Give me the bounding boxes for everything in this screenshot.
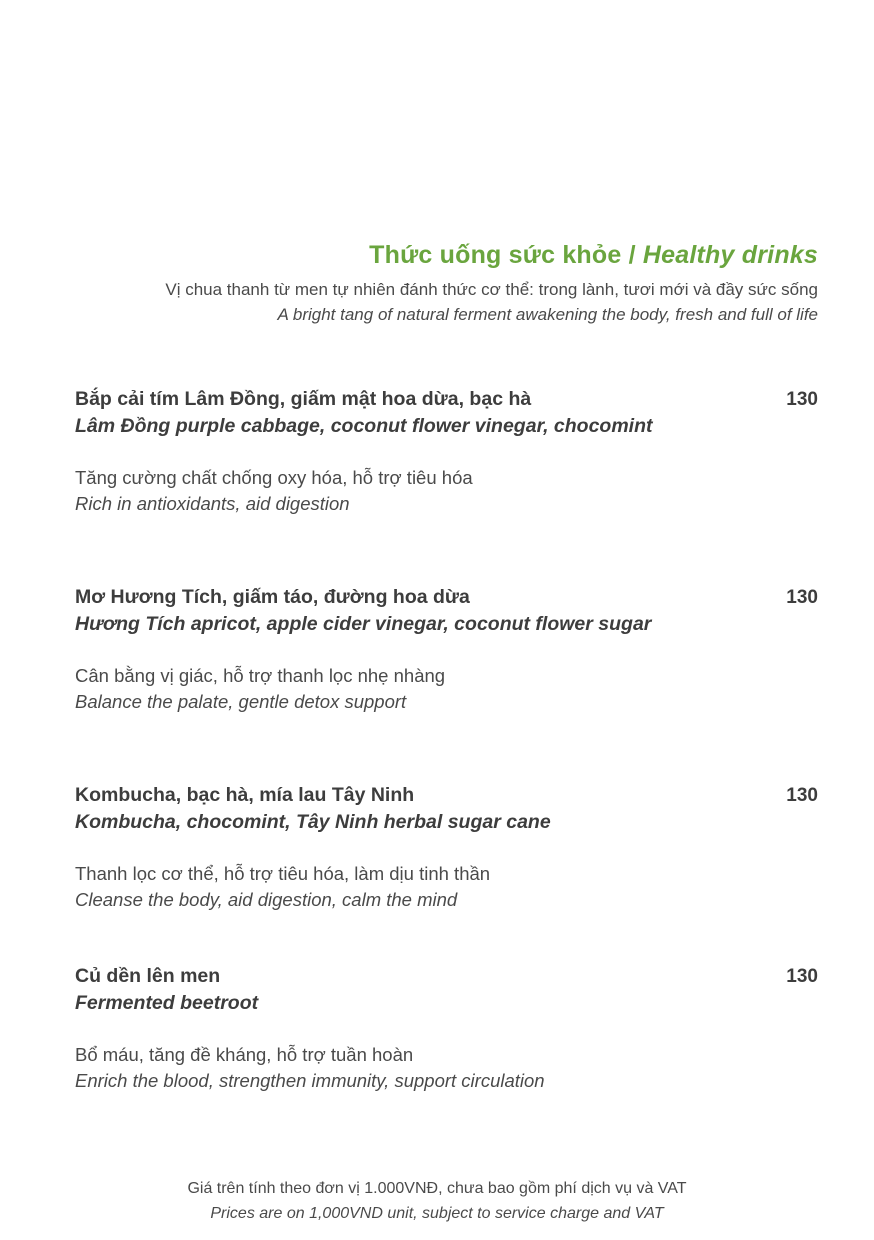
item-desc-en: Balance the palate, gentle detox support [75, 691, 407, 712]
item-price: 130 [786, 785, 818, 806]
item-desc-en: Enrich the blood, strengthen immunity, support circulation [75, 1070, 545, 1091]
section-title-en: Healthy drinks [642, 241, 818, 269]
menu-item [75, 386, 818, 517]
item-desc-vi: Bổ máu, tăng đề kháng, hỗ trợ tuần hoàn [75, 1044, 414, 1065]
item-price: 130 [786, 966, 818, 987]
item-name-row [75, 584, 818, 611]
item-price: 130 [786, 389, 818, 410]
footer-note-en: Prices are on 1,000VND unit, subject to service charge and VAT [210, 1205, 664, 1222]
item-name-en: Hương Tích apricot, apple cider vinegar, coconut flower sugar [75, 613, 652, 635]
item-desc-en: Rich in antioxidants, aid digestion [75, 493, 350, 514]
menu-item [75, 584, 818, 715]
item-name-row [75, 782, 818, 809]
item-name-row [75, 386, 818, 413]
section-subtitle-en: A bright tang of natural ferment awakening the body, fresh and full of life [277, 305, 818, 324]
item-price: 130 [786, 587, 818, 608]
item-desc-vi: Tăng cường chất chống oxy hóa, hỗ trợ tiêu hóa [75, 467, 473, 488]
item-name-row [75, 963, 818, 990]
item-name-en: Kombucha, chocomint, Tây Ninh herbal sugar cane [75, 811, 551, 833]
item-name-vi: Kombucha, bạc hà, mía lau Tây Ninh [75, 784, 415, 806]
item-name-en: Lâm Đồng purple cabbage, coconut flower vinegar, chocomint [75, 415, 653, 437]
item-name-en: Fermented beetroot [75, 992, 259, 1014]
item-name-vi: Bắp cải tím Lâm Đồng, giấm mật hoa dừa, bạc hà [75, 388, 532, 410]
section-header [75, 240, 818, 327]
section-title [75, 240, 818, 270]
menu-list [75, 386, 818, 1161]
item-name-vi: Củ dền lên men [75, 965, 221, 987]
menu-item [75, 782, 818, 913]
item-desc-en: Cleanse the body, aid digestion, calm the mind [75, 889, 458, 910]
section-subtitle-vi: Vị chua thanh từ men tự nhiên đánh thức cơ thể: trong lành, tươi mới và đầy sức sống [165, 280, 818, 299]
item-name-vi: Mơ Hương Tích, giấm táo, đường hoa dừa [75, 586, 470, 608]
section-title-vi: Thức uống sức khỏe [369, 241, 622, 269]
footer-note [0, 1176, 874, 1226]
item-desc-vi: Cân bằng vị giác, hỗ trợ thanh lọc nhẹ nhàng [75, 665, 446, 686]
menu-item [75, 963, 818, 1094]
footer-note-vi: Giá trên tính theo đơn vị 1.000VNĐ, chưa bao gồm phí dịch vụ và VAT [187, 1180, 687, 1197]
item-desc-vi: Thanh lọc cơ thể, hỗ trợ tiêu hóa, làm dịu tinh thần [75, 863, 491, 884]
section-title-separator: / [621, 241, 643, 269]
